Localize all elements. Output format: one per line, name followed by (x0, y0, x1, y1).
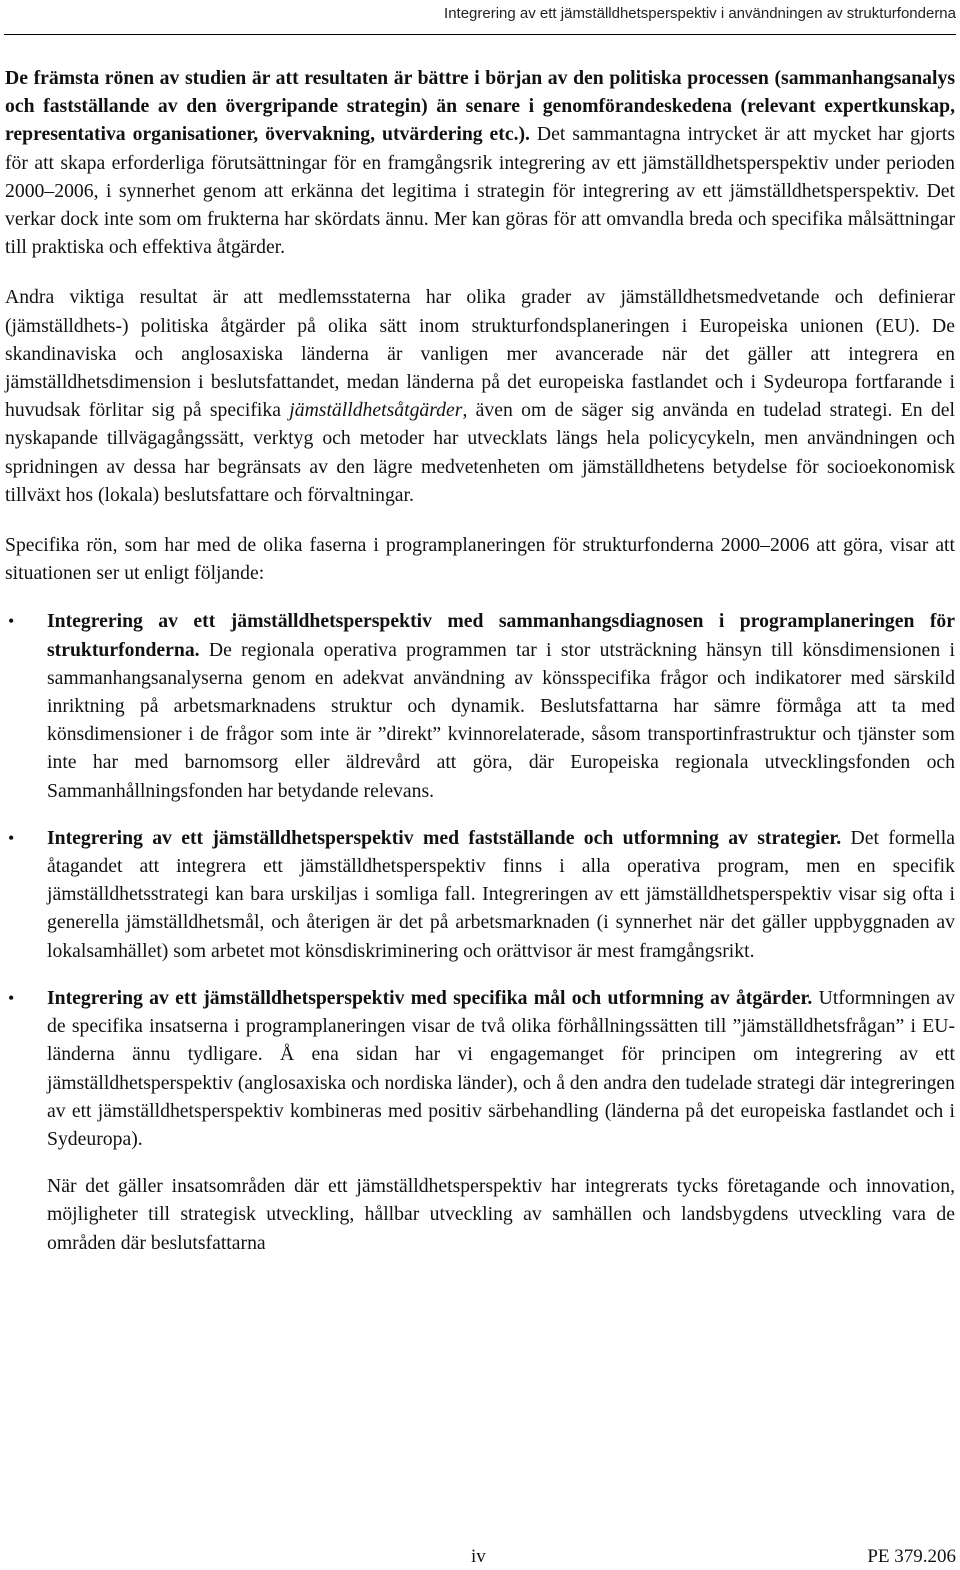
bullet-icon: • (8, 827, 15, 848)
paragraph-specific-findings-intro: Specifika rön, som har med de olika faserna i programplaneringen för strukturfonderna 2000–2006 att göra, visar att situationen ser ut enligt följande: (5, 534, 955, 585)
running-header-title: Integrering av ett jämställdhetsperspektiv i användningen av strukturfonderna (444, 5, 956, 22)
main-findings-text: Det sammantagna intrycket är att mycket har gjorts för att skapa erforderliga förutsättningar för en framgångsrik integrering av ett jämställdhetsperspektiv under perioden 2000–2006, i synnerhet genom att erkänna det legitima i strategin för integrering av ett jämställdhetsperspektiv. Det verkar dock inte som om frukterna har skördats ännu. Mer kan göras för att omvandla breda och specifika målsättningar till praktiska och effektiva åtgärder. (5, 123, 955, 259)
other-results-text-a: Andra viktiga resultat är att medlemsstaterna har olika grader av jämställdhetsmedvetande och definierar (jämställdhets-) politiska åtgärder på olika sätt inom strukturfondsplaneringen i Europeiska unionen (EU). De skandinaviska och anglosaxiska länderna är vanligen mer avancerade när det gäller att integrera en jämställdhetsdimension i beslutsfattandet, medan länderna på det europeiska fastlandet och i Sydeuropa fortfarande i huvudsak förlitar sig på specifika (5, 286, 955, 422)
paragraph-main-findings (5, 64, 955, 261)
list-item (5, 824, 955, 965)
paragraph-other-results (5, 283, 955, 509)
findings-bullet-list (5, 607, 955, 1153)
bullet-text: Utformningen av de specifika insatserna i programplaneringen visar de två olika förhållningssätten till ”jämställdhetsfrågan” i EU-länderna ännu tydligare. Å ena sidan har vi engagemanget för principen om integrering av ett jämställdhetsperspektiv (anglosaxiska och nordiska länder), och å den andra den tudelade strategi där integreringen av ett jämställdhetsperspektiv kombineras med positiv särbehandling (länderna på det europeiska fastlandet och i Sydeuropa). (47, 986, 955, 1150)
list-item (5, 984, 955, 1153)
document-reference: PE 379.206 (867, 1546, 956, 1567)
bullet-text: De regionala operativa programmen tar i stor utsträckning hänsyn till könsdimensionen i sammanhangsanalyserna genom en adekvat användning av könsspecifika frågor och indikatorer med särskild inriktning på arbetsmarknadens struktur och dynamik. Beslutsfattarna har sämre förmåga att ta med könsdimensioner i de frågor som inte är ”direkt” kvinnorelaterade, såsom transportinfrastruktur och tjänster som inte har med barnomsorg eller äldrevård att göra, där Europeiska regionala utvecklingsfonden och Sammanhållningsfonden har betydande relevans. (47, 638, 955, 802)
main-findings-bold-text: De främsta rönen av studien är att resultaten är bättre i början av den politiska processen (sammanhangsanalys och fastställande av den övergripande strategin) än senare i genomförandeskedena (relevant expertkunskap, representativa organisationer, övervakning, utvärdering etc.). (5, 67, 955, 146)
paragraph-intervention-areas: När det gäller insatsområden där ett jämställdhetsperspektiv har integrerats tycks företagande och innovation, möjligheter till strategisk utveckling, hållbar utveckling av samhällen och landsbygdens utveckling vara de områden där beslutsfattarna (47, 1175, 955, 1254)
bullet-text: Det formella åtagandet att integrera ett jämställdhetsperspektiv finns i alla operativa program, men en specifik jämställdhetsstrategi kan bara urskiljas i somliga fall. Integreringen av ett jämställdhetsperspektiv visar sig ofta i generella jämställdhetsmål, och återigen är det på arbetsmarknaden (i synnerhet när det gäller uppbyggnaden av lokalsamhället) som arbetet mot könsdiskriminering och orättvisor är mest framgångsrikt. (47, 826, 955, 962)
bullet-icon: • (8, 611, 15, 632)
bullet-lead-bold: Integrering av ett jämställdhetsperspektiv med specifika mål och utformning av åtgärder. (47, 986, 813, 1009)
other-results-text-b: , även om de säger sig använda en tudelad strategi. En del nyskapande tillvägagångssätt, verktyg och metoder har utvecklats längs hela policycykeln, men användningen och spridningen av dessa har begränsats av den lägre medvetenheten om jämställdhetens betydelse för socioekonomisk tillväxt hos (lokala) beslutsfattare och förvaltningar. (5, 399, 955, 506)
bullet-lead-bold: Integrering av ett jämställdhetsperspektiv med fastställande och utformning av strategier. (47, 826, 842, 849)
document-body (5, 64, 955, 1279)
header-divider (4, 34, 956, 35)
other-results-italic-term: jämställdhetsåtgärder (289, 399, 463, 422)
page-number: iv (471, 1546, 486, 1567)
list-item (5, 607, 955, 804)
bullet-icon: • (8, 987, 15, 1008)
bullet-lead-bold: Integrering av ett jämställdhetsperspektiv med sammanhangsdiagnosen i programplaneringen för strukturfonderna. (47, 610, 955, 661)
